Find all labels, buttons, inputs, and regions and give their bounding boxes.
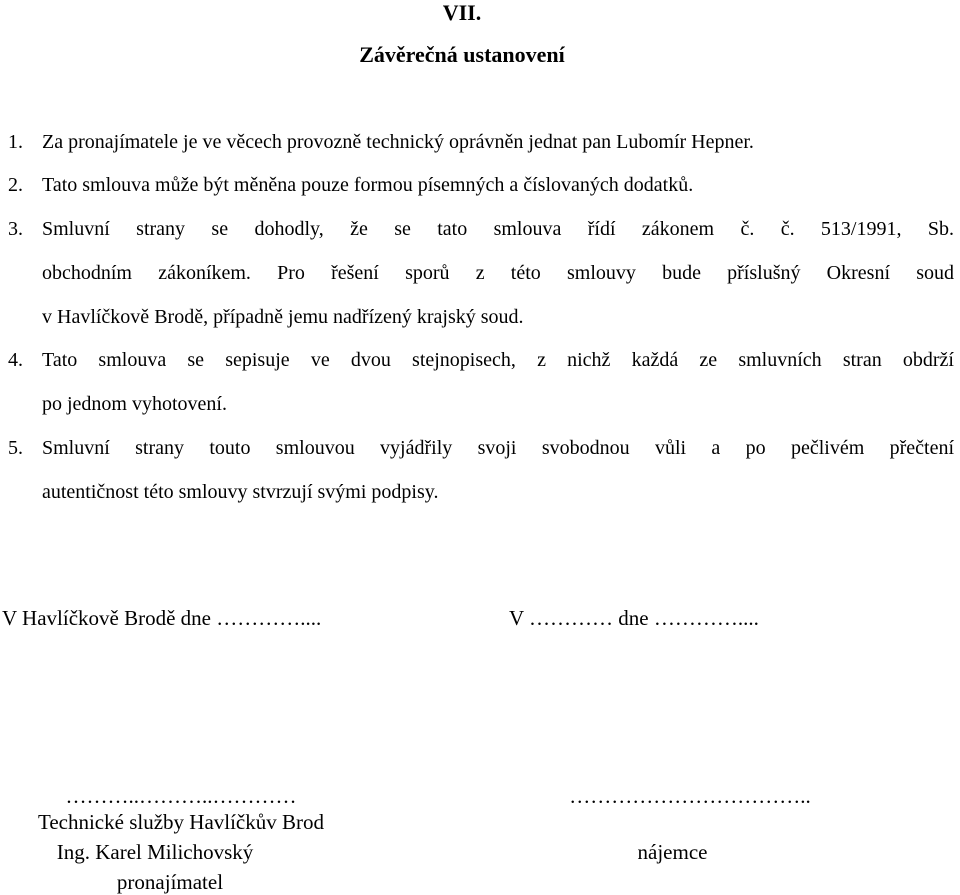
item-number: 3. xyxy=(8,218,23,240)
item-number: 2. xyxy=(8,174,23,196)
signature-line-right: …………………………….. xyxy=(569,784,811,808)
lessor-organization: Technické služby Havlíčkův Brod xyxy=(37,810,325,834)
place-date-left: V Havlíčkově Brodě dne ………….... xyxy=(2,606,322,630)
item-text-line: v Havlíčkově Brodě, případně jemu nadřízený krajský soud. xyxy=(42,306,524,328)
item-number: 5. xyxy=(8,437,23,459)
signature-line-left: ………..………..………… xyxy=(65,784,297,808)
item-text-line: po jednom vyhotovení. xyxy=(42,393,227,415)
item-text-line: Tato smlouva se sepisuje ve dvou stejnopisech, z nichž každá ze smluvních stran obdrží xyxy=(42,349,954,371)
item-text-line: Tato smlouva může být měněna pouze formou písemných a číslovaných dodatků. xyxy=(42,174,694,196)
item-text-line: obchodním zákoníkem. Pro řešení sporů z této smlouvy bude příslušný Okresní soud xyxy=(42,262,954,284)
item-number: 4. xyxy=(8,349,23,371)
lessor-role: pronajímatel xyxy=(116,870,224,894)
section-title: Závěrečná ustanovení xyxy=(359,42,565,67)
lessee-role: nájemce xyxy=(637,840,708,864)
place-date-right: V ………… dne ………….... xyxy=(509,606,759,630)
item-number: 1. xyxy=(8,131,23,153)
section-number: VII. xyxy=(442,0,482,25)
item-text-line: autentičnost této smlouvy stvrzují svými podpisy. xyxy=(42,481,439,503)
lessor-name: Ing. Karel Milichovský xyxy=(56,840,254,864)
item-text-line: Smluvní strany se dohodly, že se tato smlouva řídí zákonem č. č. 513/1991, Sb. xyxy=(42,218,954,240)
item-text-line: Smluvní strany touto smlouvou vyjádřily svoji svobodnou vůli a po pečlivém přečtení xyxy=(42,437,954,459)
item-text-line: Za pronajímatele je ve věcech provozně technický oprávněn jednat pan Lubomír Hepner. xyxy=(42,131,754,153)
